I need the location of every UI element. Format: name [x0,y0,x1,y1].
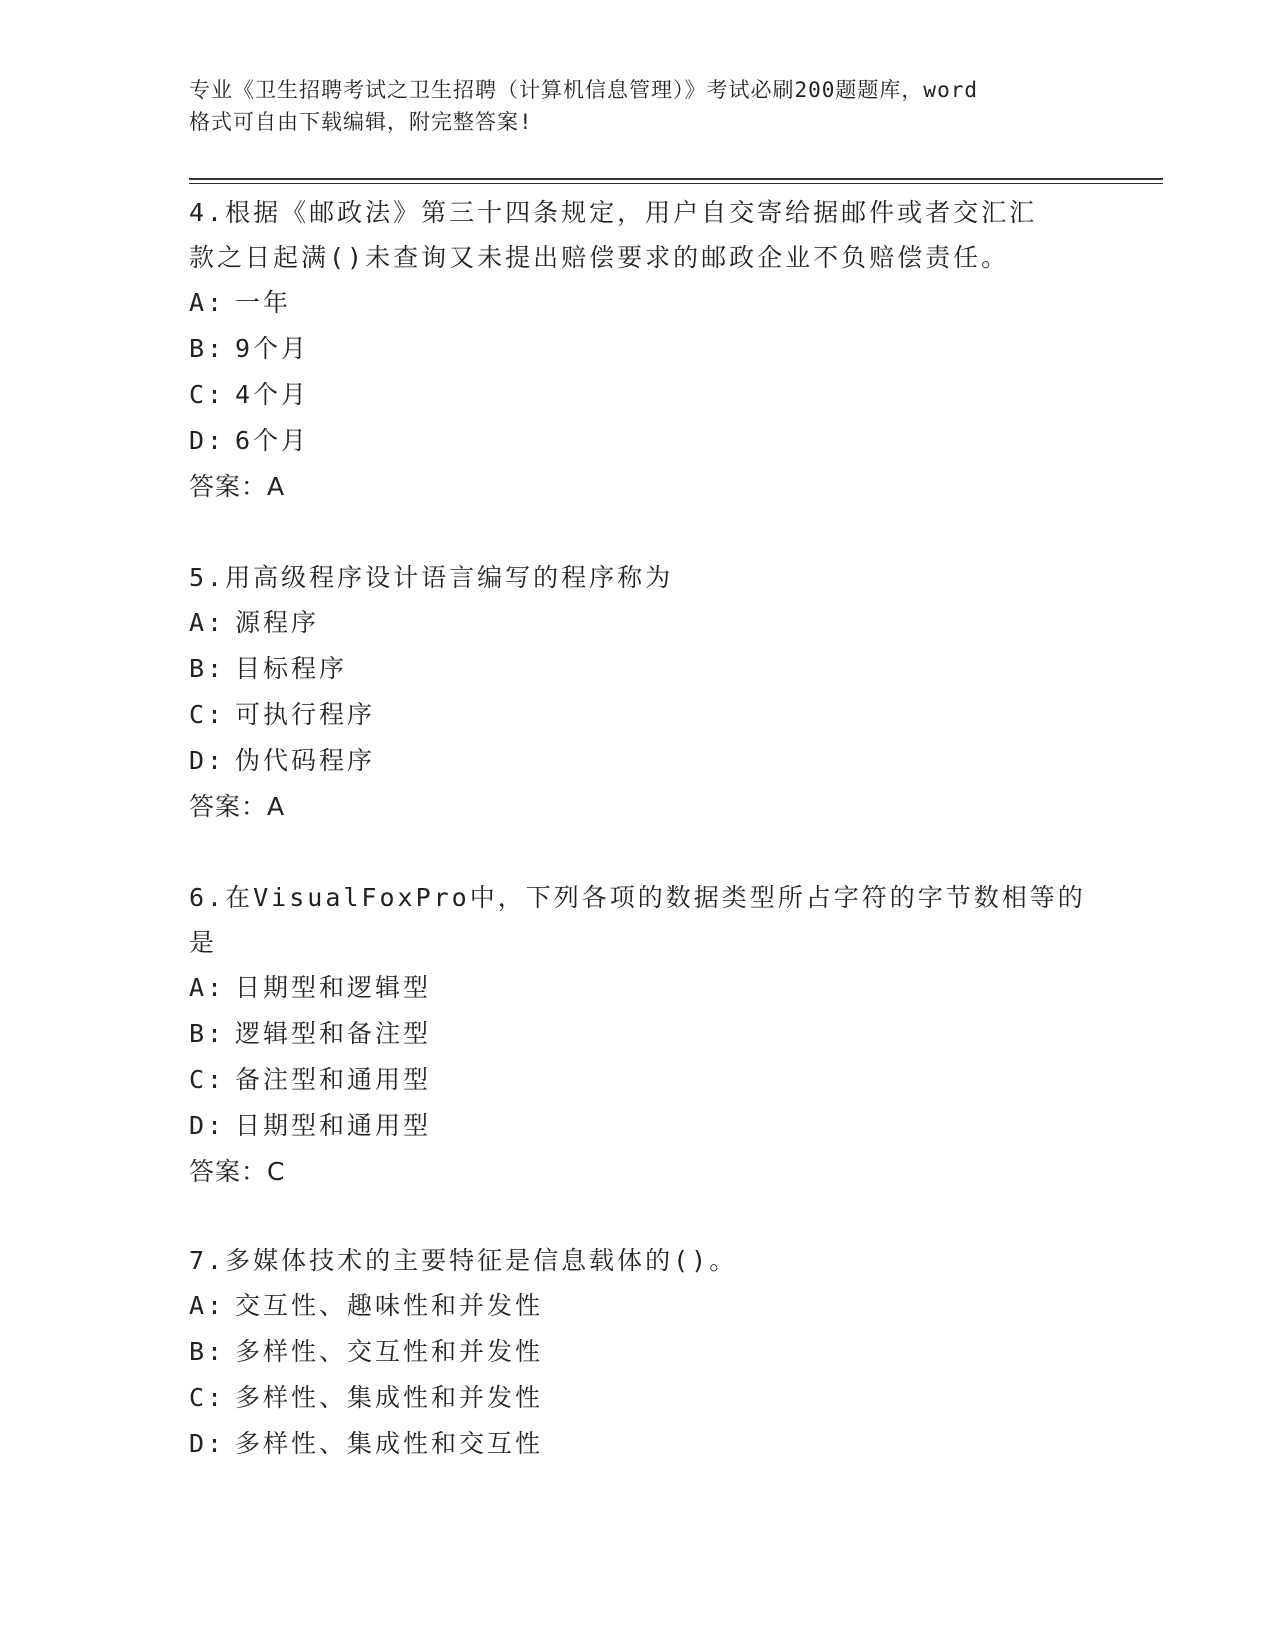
option-letter: A: [189,1291,226,1320]
option-letter: B: [189,654,226,683]
option-text: 交互性、趣味性和并发性 [235,1291,544,1320]
question-6 [189,875,1089,1194]
question-4 [189,190,1089,509]
option-text: 逻辑型和备注型 [235,1019,432,1048]
answer-value: A [267,792,286,821]
option-letter: C: [189,700,226,729]
question-text [189,555,1089,600]
answer-line [189,464,1089,509]
header-divider [189,178,1163,180]
option-text: 多样性、集成性和并发性 [235,1383,544,1412]
option-d [189,1421,1089,1467]
option-c [189,1057,1089,1103]
option-letter: D: [189,746,226,775]
question-number: 7. [189,1246,226,1275]
option-letter: B: [189,1019,226,1048]
option-d [189,418,1089,464]
question-number: 6. [189,883,226,912]
option-text: 6个月 [235,426,310,455]
question-number: 5. [189,563,226,592]
answer-label: 答案： [189,1157,268,1186]
question-text-line-1: 在VisualFoxPro中，下列各项的数据类型所占字符的字节数相等的 [225,883,1086,912]
option-d [189,1103,1089,1149]
option-a [189,280,1089,326]
option-a [189,600,1089,646]
header-line-2: 格式可自由下载编辑，附完整答案! [189,110,533,134]
option-letter: B: [189,334,226,363]
answer-value: A [267,472,286,501]
option-letter: D: [189,1111,226,1140]
option-text: 目标程序 [235,654,348,683]
option-c [189,372,1089,418]
option-letter: A: [189,608,226,637]
option-letter: C: [189,1065,226,1094]
option-letter: B: [189,1337,226,1366]
option-text: 伪代码程序 [235,746,376,775]
option-d [189,738,1089,784]
option-b [189,1329,1089,1375]
option-letter: D: [189,1429,226,1458]
question-5 [189,555,1089,829]
answer-line [189,784,1089,829]
question-7 [189,1238,1089,1467]
header-divider-thin [189,183,1163,184]
option-c [189,692,1089,738]
question-text-line-1: 多媒体技术的主要特征是信息载体的()。 [225,1246,738,1275]
option-text: 备注型和通用型 [235,1065,432,1094]
option-letter: A: [189,288,226,317]
option-letter: C: [189,1383,226,1412]
option-text: 多样性、集成性和交互性 [235,1429,544,1458]
question-text-line-2: 款之日起满()未查询又未提出赔偿要求的邮政企业不负赔偿责任。 [189,243,1010,272]
option-a [189,965,1089,1011]
option-letter: A: [189,973,226,1002]
question-number: 4. [189,198,226,227]
option-letter: D: [189,426,226,455]
question-text-line-1: 用高级程序设计语言编写的程序称为 [225,563,674,592]
option-a [189,1283,1089,1329]
option-text: 日期型和逻辑型 [235,973,432,1002]
answer-label: 答案： [189,472,268,501]
option-letter: C: [189,380,226,409]
question-text [189,1238,1089,1283]
document-header [189,74,1119,138]
answer-label: 答案： [189,792,268,821]
option-text: 一年 [235,288,292,317]
question-text-line-2: 是 [189,928,218,957]
option-b [189,646,1089,692]
option-b [189,1011,1089,1057]
header-line-1: 专业《卫生招聘考试之卫生招聘（计算机信息管理）》考试必刷200题题库，word [189,78,978,102]
question-text-line-1: 根据《邮政法》第三十四条规定，用户自交寄给据邮件或者交汇汇 [225,198,1038,227]
option-text: 多样性、交互性和并发性 [235,1337,544,1366]
question-text [189,875,1089,920]
option-c [189,1375,1089,1421]
option-text: 源程序 [235,608,320,637]
answer-value: C [267,1157,286,1186]
option-text: 4个月 [235,380,310,409]
question-text [189,190,1089,235]
answer-line [189,1149,1089,1194]
option-text: 可执行程序 [235,700,376,729]
option-b [189,326,1089,372]
option-text: 日期型和通用型 [235,1111,432,1140]
option-text: 9个月 [235,334,310,363]
